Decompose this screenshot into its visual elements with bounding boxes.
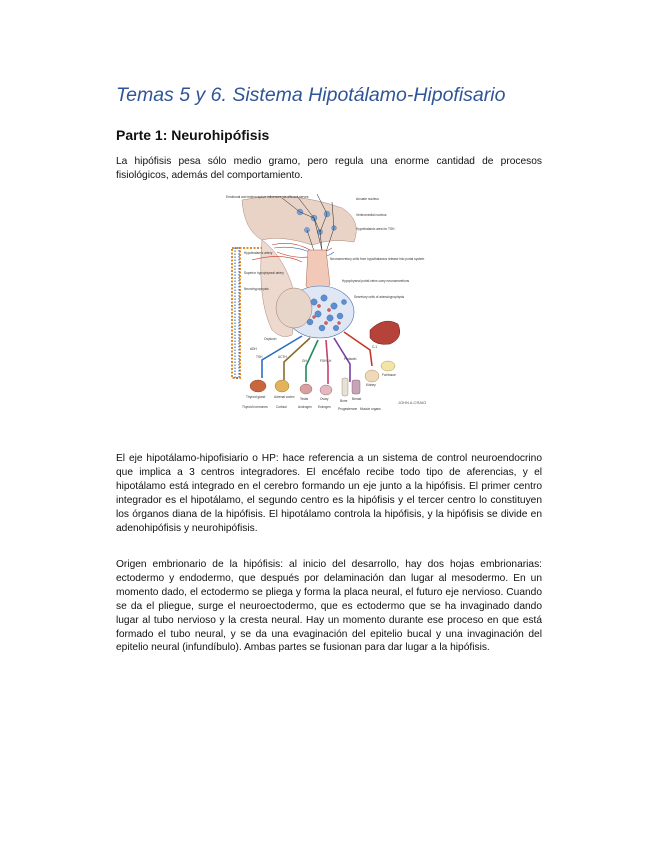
paragraph-origen-embrionario: Origen embrionario de la hipófisis: al inicio del desarrollo, hay dos hojas embrionarias: ectodermo y endodermo, que después por delaminación dan lugar al mesodermo. En un momento dado, el ectodermo se pliega y forma la placa neural, el futuro eje nervioso. Cuando se da el pliegue, surge el neuroectodermo, que es ectodermo que se ha invaginado dando lugar al tubo nervioso y la cresta neural. Hay un momento durante ese proceso en que está formado el tubo neural, y se da una evaginación del epitelio bucal y una invaginación del epitelio neural (infundíbulo). Ambas partes se fusionan para dar lugar a la hipófisis. — [116, 559, 542, 654]
document-title: Temas 5 y 6. Sistema Hipotálamo-Hipofisario — [116, 84, 506, 106]
label-bone: Bone — [340, 399, 348, 403]
label-cortisol: Cortisol — [276, 405, 287, 409]
label-neurosecretory: Neurosecretory cells from hypothalamus release into portal system — [330, 257, 425, 261]
label-testis: Testis — [300, 397, 309, 401]
label-ovary: Ovary — [320, 397, 329, 401]
label-c1: C-1 — [372, 345, 378, 349]
label-neurohypophysis: Neurohypophysis — [244, 287, 269, 291]
hypothalamic-pituitary-illustration — [222, 190, 440, 415]
label-thyroid-hormones: Thyroid hormones — [242, 405, 268, 409]
label-gh: GH — [302, 359, 307, 363]
label-progesterone: Progesterone — [338, 407, 358, 411]
label-prolactin: Prolactin — [344, 357, 357, 361]
paragraph-eje-hp: El eje hipotálamo-hipofisiario o HP: hace referencia a un sistema de control neuroendocrino que implica a 3 centros integradores. El encéfalo recibe todo tipo de aferencias, y el hipotálamo está integrado en el cerebro formando un eje junto a la hipófisis. El primer centro integrador es el hipotálamo, el segundo centro es la hipófisis y el tercer centro lo constituyen los órganos diana de la hipófisis. El hipotálamo controla la hipófisis, y la hipófisis se divide en adenohipófisis y neurohipófisis. — [116, 453, 542, 534]
label-androgen: Androgen — [298, 405, 312, 409]
label-muscle: Muscle organs — [360, 407, 381, 411]
label-adrenal: Adrenal cortex — [274, 395, 295, 399]
label-hypothalamic-area: Hypothalamic area for TSH — [356, 227, 395, 231]
label-oxytocin: Oxytocin — [264, 337, 277, 341]
label-estrogen: Estrogen — [318, 405, 331, 409]
anatomy-diagram — [222, 190, 440, 415]
label-fsh-lh: FSH LH — [320, 359, 332, 363]
label-tsh: TSH — [256, 355, 263, 359]
label-hypophyseal-portal: Hypophyseal portal veins carry neurosecretions — [342, 279, 410, 283]
label-thyroid: Thyroid gland — [246, 395, 266, 399]
label-acth: ACTH — [278, 355, 287, 359]
label-ventromedial: Ventromedial nucleus — [356, 213, 387, 217]
label-secretory-cells: Secretory cells of adenohypophysis — [354, 295, 405, 299]
section-heading: Parte 1: Neurohipófisis — [116, 127, 270, 143]
label-arcuate: Arcuate nucleus — [356, 197, 379, 201]
label-fat-tissue: Fat tissue — [382, 373, 396, 377]
label-hypothalamic-artery: Hypothalamic artery — [244, 251, 273, 255]
label-superior-hypophyseal: Superior hypophyseal artery — [244, 271, 284, 275]
paragraph-intro: La hipófisis pesa sólo medio gramo, pero regula una enorme cantidad de procesos fisiológicos, además del comportamiento. — [116, 156, 542, 181]
artist-signature: JOHN A.CRAIG — [398, 400, 427, 405]
label-breast: Breast — [352, 397, 362, 401]
label-adh: ADH — [250, 347, 257, 351]
label-kidney: Kidney — [366, 383, 376, 387]
label-emotional: Emotional and exteroceptive influences via afferent nerves — [226, 195, 309, 199]
